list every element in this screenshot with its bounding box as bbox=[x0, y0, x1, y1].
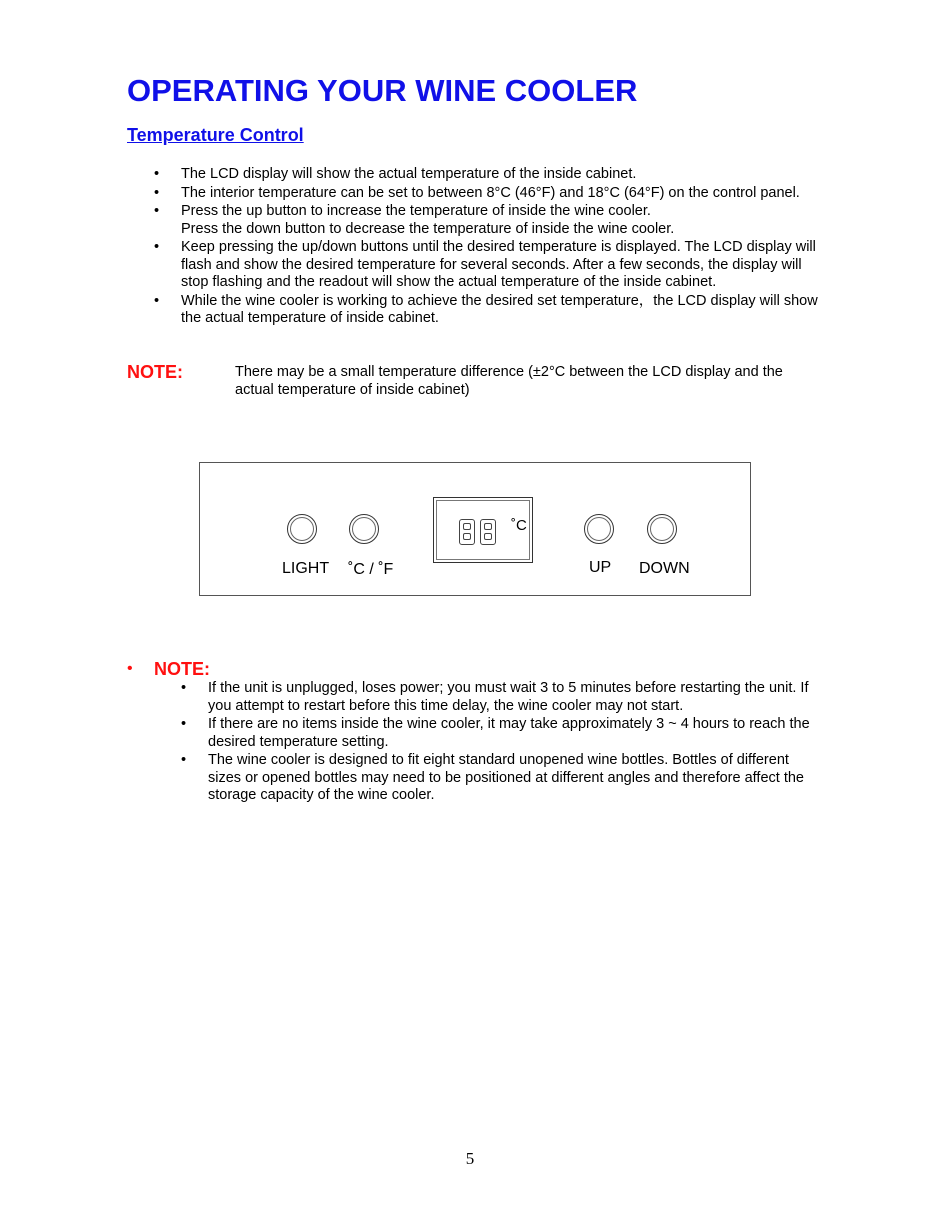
light-label: LIGHT bbox=[282, 560, 330, 577]
note-label: NOTE: bbox=[127, 362, 183, 382]
lcd-screen bbox=[436, 500, 530, 560]
note-text: There may be a small temperature difference (±2°C between the LCD display and the actual temperature of inside cabinet) bbox=[235, 364, 783, 398]
list-item-text: • The interior temperature can be set to between 8°C (46°F) and 18°C (64°F) on the control panel. bbox=[181, 184, 800, 201]
light-button-icon bbox=[287, 514, 317, 544]
unit-toggle-label: ˚C / ˚F bbox=[348, 561, 394, 578]
list-item: • The wine cooler is designed to fit eight standard unopened wine bottles. Bottles of different sizes or opened bottles may need to be positioned at different angles and therefore affect the storage capacity of the wine cooler. bbox=[208, 752, 823, 805]
list-item bbox=[181, 166, 821, 184]
list-item bbox=[181, 203, 821, 238]
list-item: • If the unit is unplugged, loses power; you must wait 3 to 5 minutes before restarting the unit. If you attempt to restart before this time delay, the wine cooler may not start. bbox=[208, 680, 823, 715]
lcd-digit-icon bbox=[459, 519, 475, 545]
lcd-unit: ˚C bbox=[511, 517, 527, 534]
list-item: • If there are no items inside the wine cooler, it may take approximately 3 ~ 4 hours to reach the desired temperature setting. bbox=[208, 716, 823, 751]
list-item-text: • The LCD display will show the actual temperature of the inside cabinet. bbox=[181, 166, 637, 182]
list-item-text: Press the down button to decrease the temperature of inside the wine cooler. bbox=[181, 220, 675, 237]
section-heading: Temperature Control bbox=[127, 125, 304, 145]
unit-toggle-button-icon bbox=[349, 514, 379, 544]
list-item-text: • Keep pressing the up/down buttons until the desired temperature is displayed. The LCD display will flash and show the desired temperature for several seconds. After a few seconds, the display will stop flashing and the readout will show the actual temperature of the inside cabinet. bbox=[181, 239, 816, 290]
lcd-display bbox=[433, 497, 533, 563]
list-item-text: • While the wine cooler is working to achieve the desired set temperature，the LCD display will show the actual temperature of inside cabinet. bbox=[181, 292, 818, 326]
note-list bbox=[208, 680, 823, 806]
note-label: NOTE: bbox=[154, 659, 210, 679]
list-item-text: • Press the up button to increase the temperature of inside the wine cooler. bbox=[181, 203, 651, 219]
list-item bbox=[181, 293, 821, 328]
down-label: DOWN bbox=[639, 560, 690, 577]
up-button-icon bbox=[584, 514, 614, 544]
list-item bbox=[181, 239, 821, 292]
page-title: OPERATING YOUR WINE COOLER bbox=[127, 73, 638, 108]
list-item bbox=[181, 185, 821, 203]
down-button-icon bbox=[647, 514, 677, 544]
lcd-digit-icon bbox=[480, 519, 496, 545]
control-panel-diagram bbox=[199, 462, 751, 596]
page-number: 5 bbox=[465, 1149, 475, 1168]
temperature-control-list bbox=[181, 166, 821, 329]
up-label: UP bbox=[589, 559, 612, 576]
note-bullet: • bbox=[127, 660, 133, 677]
